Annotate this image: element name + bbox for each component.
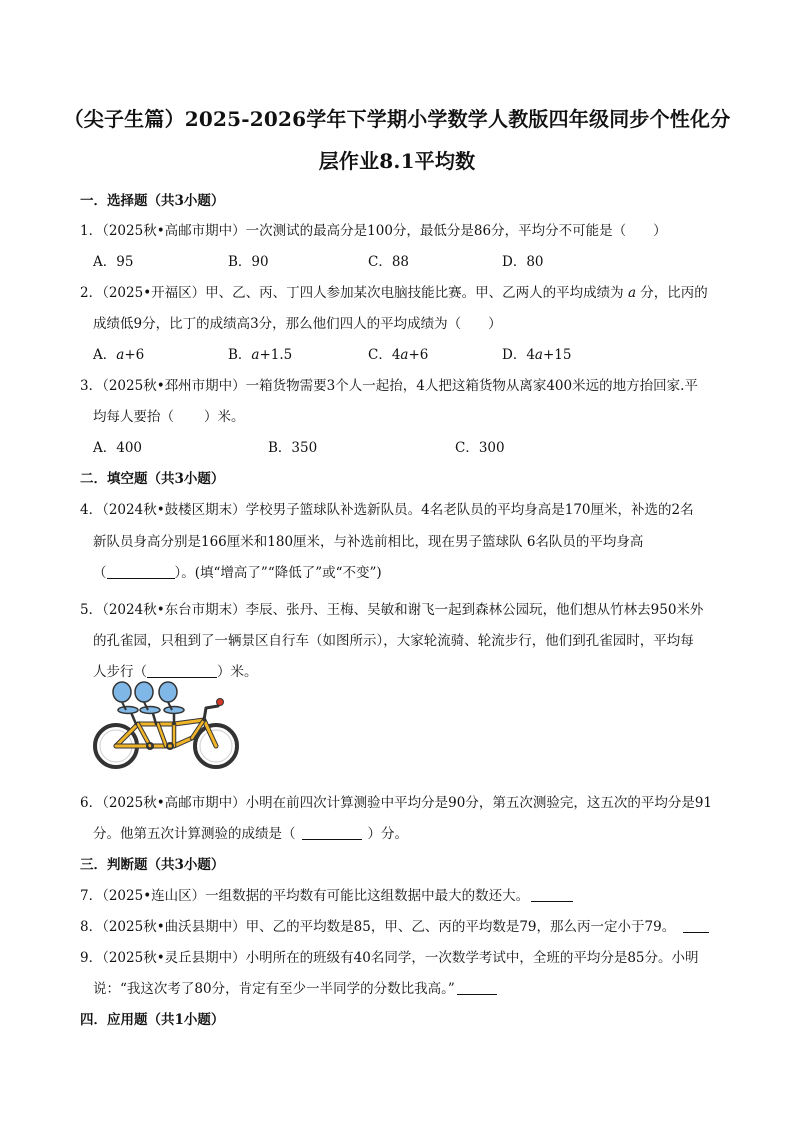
question-5-line1: 5．（2024秋•东台市期末）李辰、张丹、王梅、吴敏和谢飞一起到森林公园玩，他们想从竹林去950米外 [80, 602, 704, 618]
question-6-line1: 6．（2025秋•高邮市期中）小明在前四次计算测验中平均分是90分，第五次测验完，这五次的平均分是91 [80, 795, 713, 811]
q8-answer-blank[interactable] [683, 920, 709, 933]
q2-option-a [93, 343, 144, 363]
q1-option-d: D．80 [502, 254, 544, 270]
q6-line2-prefix: 分。他第五次计算测验的成绩是（ [93, 826, 296, 842]
q5-answer-blank[interactable] [147, 665, 217, 678]
question-7-line [80, 884, 573, 904]
q2-option-a-var: a [116, 347, 125, 363]
q4-answer-blank[interactable] [107, 566, 175, 579]
q2-option-b-rest: +1.5 [259, 347, 293, 363]
q3-line2-prefix: 均每人要抬（ [93, 409, 174, 425]
section-heading-application: 四．应用题（共1小题） [80, 1012, 225, 1028]
question-4-line3 [93, 561, 382, 581]
q4-line3-suffix: ）。(填“增高了”“降低了”或“不变”) [174, 565, 382, 581]
q2-option-c-var: a [400, 347, 409, 363]
q1-option-b: B．90 [228, 254, 269, 270]
question-9-line1: 9．（2025秋•灵丘县期中）小明所在的班级有40名同学，一次数学考试中，全班的平均分是85分。小明 [80, 950, 699, 966]
q2-option-a-rest: +6 [124, 347, 145, 363]
q2-option-c-rest: +6 [408, 347, 429, 363]
q2-option-b-label: B． [228, 347, 252, 363]
section-heading-judge: 三．判断题（共3小题） [80, 857, 225, 873]
question-4-line1: 4．（2024秋•鼓楼区期末）学校男子篮球队补选新队员。4名老队员的平均身高是170厘米，补选的2名 [80, 502, 694, 518]
page-title-line2: 层作业8.1平均数 [318, 149, 476, 173]
q9-answer-blank[interactable] [457, 982, 497, 995]
question-3-line2 [93, 405, 245, 425]
q2-option-b [228, 343, 292, 363]
tandem-bicycle-image [92, 680, 240, 780]
seat-back-3 [159, 682, 177, 702]
q2-option-d-var: a [534, 347, 543, 363]
q5-line3-suffix: ）米。 [217, 664, 258, 680]
bell-icon [217, 699, 224, 706]
question-1-text: 1．（2025秋•高邮市期中）一次测试的最高分是100分，最低分是86分，平均分不可能是（ ） [80, 223, 667, 239]
q2-option-b-var: a [251, 347, 260, 363]
question-5-line2: 的孔雀园，只租到了一辆景区自行车（如图所示），大家轮流骑、轮流步行，他们到孔雀园时，平均每 [93, 633, 694, 649]
q1-option-c: C．88 [368, 254, 410, 270]
q6-line2-suffix: ）分。 [367, 826, 408, 842]
question-6-line2 [93, 822, 408, 842]
q2-option-c [368, 343, 428, 363]
q3-option-b: B．350 [268, 440, 318, 456]
question-5-line3 [93, 660, 258, 680]
question-4-line2: 新队员身高分别是166厘米和180厘米，与补选前相比，现在男子篮球队 6名队员的平均身高 [93, 534, 644, 550]
q2-option-c-label: C．4 [368, 347, 401, 363]
question-8-text: 8．（2025秋•曲沃县期中）甲、乙的平均数是85，甲、乙、丙的平均数是79，那么丙一定小于79。 [80, 919, 676, 935]
seat-cushion-1 [118, 707, 138, 714]
seat-back-2 [135, 682, 153, 702]
question-8-line [80, 915, 709, 935]
question-7-text: 7．（2025•连山区）一组数据的平均数有可能比这组数据中最大的数还大。 [80, 888, 530, 904]
section-heading-fill: 二．填空题（共3小题） [80, 471, 225, 487]
q2-var-a: a [627, 285, 637, 301]
q5-line3-prefix: 人步行（ [93, 664, 147, 680]
q4-open-paren: （ [93, 565, 107, 581]
question-3-line1: 3．（2025秋•邳州市期中）一箱货物需要3个人一起抬，4人把这箱货物从离家400米远的地方抬回家.平 [80, 378, 698, 394]
page-title-line1: （尖子生篇）2025-2026学年下学期小学数学人教版四年级同步个性化分 [63, 107, 731, 131]
q2-option-d [502, 343, 571, 363]
q2-option-a-label: A． [93, 347, 117, 363]
q2-option-d-rest: +15 [542, 347, 572, 363]
q6-answer-blank[interactable] [302, 827, 362, 840]
q3-option-c: C．300 [455, 440, 505, 456]
q3-line2-suffix: ）米。 [204, 409, 245, 425]
q2-option-d-label: D．4 [502, 347, 535, 363]
q2-line1-part-b: 分，比丙的 [636, 285, 708, 301]
question-2-line2: 成绩低9分，比丁的成绩高3分，那么他们四人的平均成绩为（ ） [93, 316, 502, 332]
question-9-line2 [93, 977, 497, 997]
q7-answer-blank[interactable] [531, 889, 573, 902]
q1-option-a: A．95 [93, 254, 134, 270]
seat-back-1 [113, 682, 131, 702]
question-2-line1 [80, 281, 708, 301]
handlebar [204, 706, 218, 720]
q2-line1-part-a: 2．（2025•开福区）甲、乙、丙、丁四人参加某次电脑技能比赛。甲、乙两人的平均成绩为 [80, 285, 628, 301]
seat-cushion-2 [140, 707, 160, 714]
section-heading-choice: 一．选择题（共3小题） [80, 193, 225, 209]
q3-option-a: A．400 [93, 440, 143, 456]
seat-cushion-3 [164, 707, 184, 714]
question-9-text: 说：“我这次考了80分，肯定有至少一半同学的分数比我高。” [93, 981, 455, 997]
